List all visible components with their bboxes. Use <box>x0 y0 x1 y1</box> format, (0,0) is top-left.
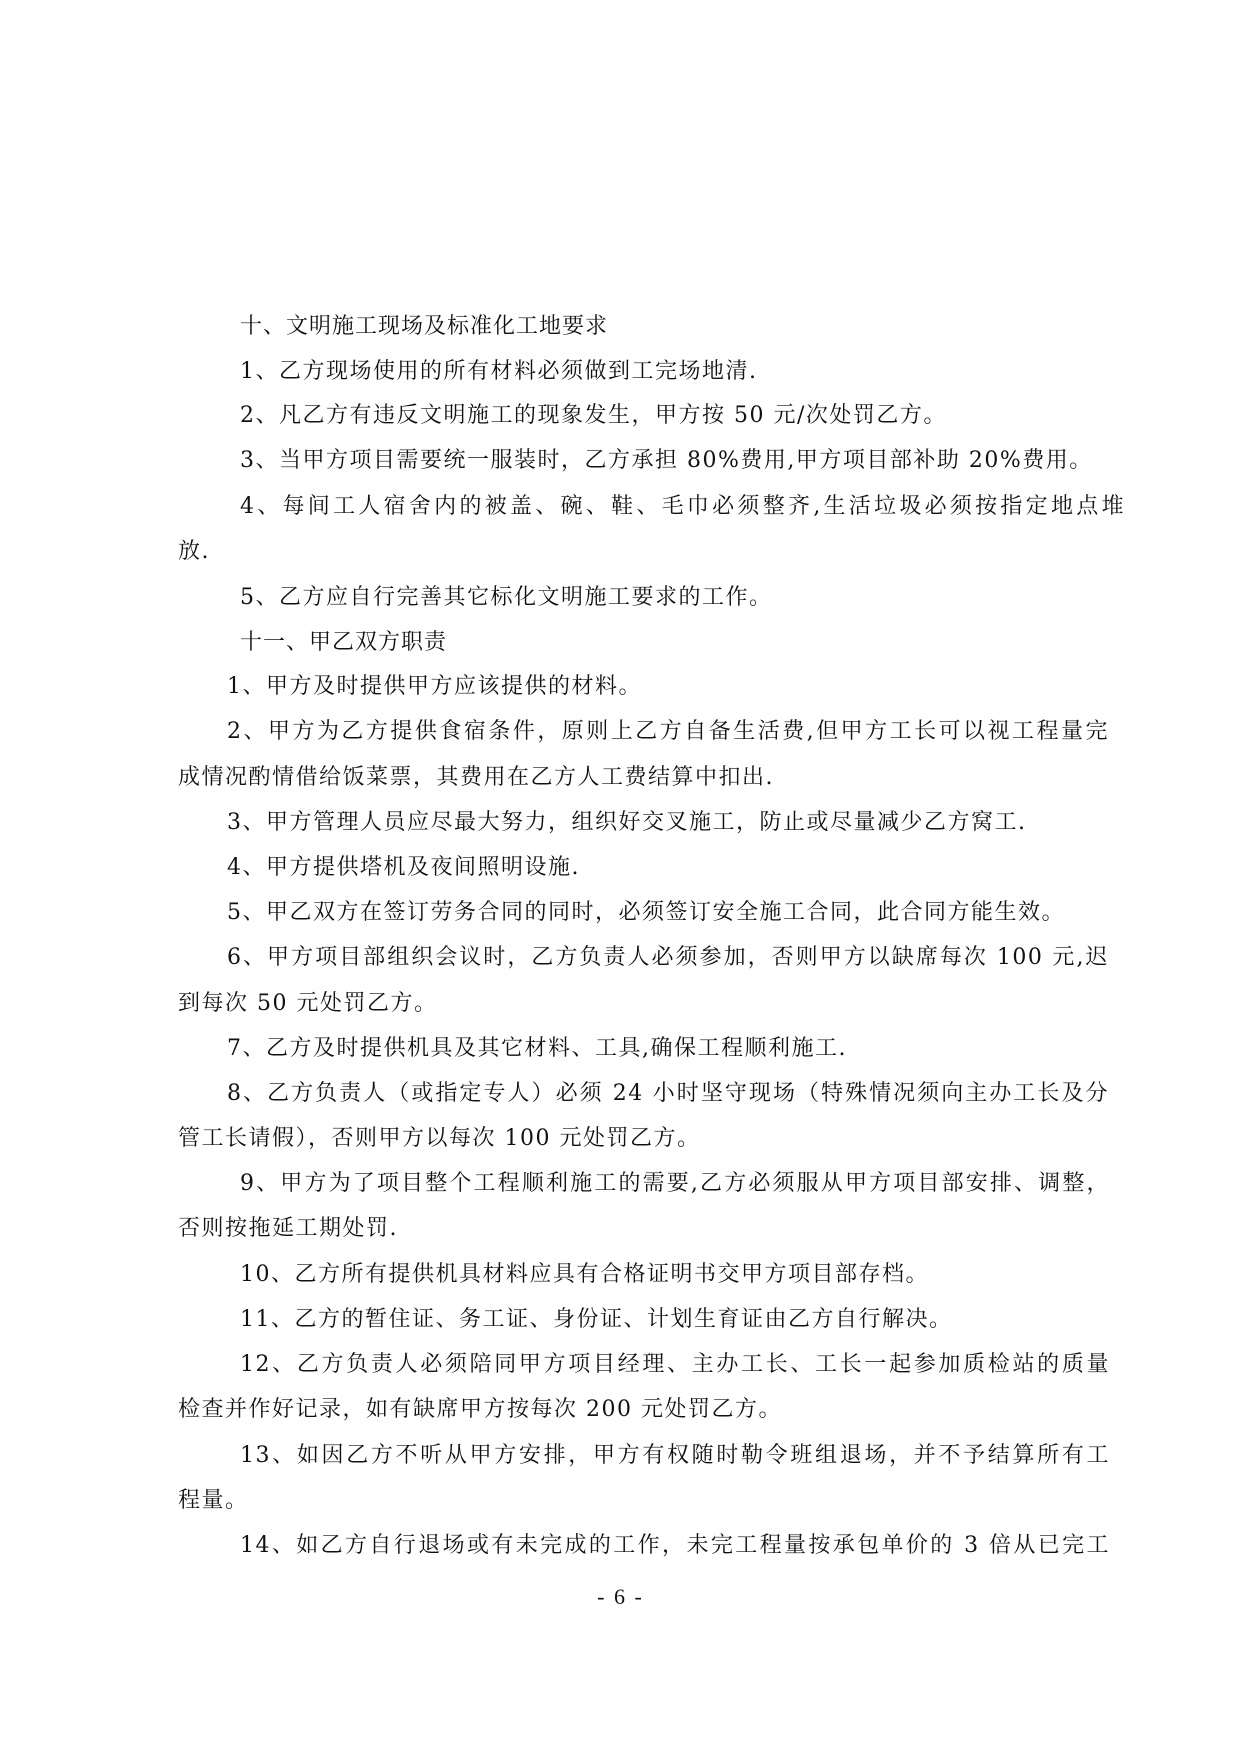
paragraph-line: 4、甲方提供塔机及夜间照明设施. <box>227 855 580 880</box>
section-heading-10: 十、文明施工现场及标准化工地要求 <box>240 314 609 339</box>
paragraph-line: 放. <box>178 539 210 564</box>
page-number: - 6 - <box>597 1584 644 1609</box>
paragraph-line: 否则按拖延工期处罚. <box>178 1216 398 1241</box>
paragraph-line: 7、乙方及时提供机具及其它材料、工具,确保工程顺利施工. <box>227 1036 847 1061</box>
paragraph-line: 10、乙方所有提供机具材料应具有合格证明书交甲方项目部存档。 <box>240 1262 929 1287</box>
paragraph-line: 11、乙方的暂住证、务工证、身份证、计划生育证由乙方自行解决。 <box>240 1307 953 1332</box>
paragraph-line: 14、如乙方自行退场或有未完成的工作，未完工程量按承包单价的 3 倍从已完工 <box>240 1533 1110 1558</box>
paragraph-line: 1、甲方及时提供甲方应该提供的材料。 <box>227 674 642 699</box>
paragraph-line: 到每次 50 元处罚乙方。 <box>178 991 438 1016</box>
paragraph-line: 2、凡乙方有违反文明施工的现象发生，甲方按 50 元/次处罚乙方。 <box>240 403 947 428</box>
paragraph-line: 5、乙方应自行完善其它标化文明施工要求的工作。 <box>240 585 773 610</box>
paragraph-line: 1、乙方现场使用的所有材料必须做到工完场地清. <box>240 359 758 384</box>
paragraph-line: 9、甲方为了项目整个工程顺利施工的需要,乙方必须服从甲方项目部安排、调整， <box>240 1171 1110 1196</box>
paragraph-line: 5、甲乙双方在签订劳务合同的同时，必须签订安全施工合同，此合同方能生效。 <box>227 900 1065 925</box>
paragraph-line: 成情况酌情借给饭菜票，其费用在乙方人工费结算中扣出. <box>178 765 774 790</box>
section-heading-11: 十一、甲乙双方职责 <box>240 630 448 655</box>
paragraph-line: 8、乙方负责人（或指定专人）必须 24 小时坚守现场（特殊情况须向主办工长及分 <box>227 1081 1109 1106</box>
paragraph-line: 12、乙方负责人必须陪同甲方项目经理、主办工长、工长一起参加质检站的质量 <box>240 1352 1110 1377</box>
paragraph-line: 6、甲方项目部组织会议时，乙方负责人必须参加，否则甲方以缺席每次 100 元,迟 <box>227 945 1109 970</box>
paragraph-line: 3、当甲方项目需要统一服装时，乙方承担 80%费用,甲方项目部补助 20%费用。 <box>240 448 1093 473</box>
paragraph-line: 4、每间工人宿舍内的被盖、碗、鞋、毛巾必须整齐,生活垃圾必须按指定地点堆 <box>240 494 1125 519</box>
paragraph-line: 检查并作好记录，如有缺席甲方按每次 200 元处罚乙方。 <box>178 1397 782 1422</box>
paragraph-line: 3、甲方管理人员应尽最大努力，组织好交叉施工，防止或尽量减少乙方窝工. <box>227 810 1027 835</box>
paragraph-line: 13、如因乙方不听从甲方安排，甲方有权随时勒令班组退场，并不予结算所有工 <box>240 1443 1110 1468</box>
paragraph-line: 管工长请假），否则甲方以每次 100 元处罚乙方。 <box>178 1126 701 1151</box>
paragraph-line: 2、甲方为乙方提供食宿条件，原则上乙方自备生活费,但甲方工长可以视工程量完 <box>227 719 1109 744</box>
paragraph-line: 程量。 <box>178 1488 249 1513</box>
